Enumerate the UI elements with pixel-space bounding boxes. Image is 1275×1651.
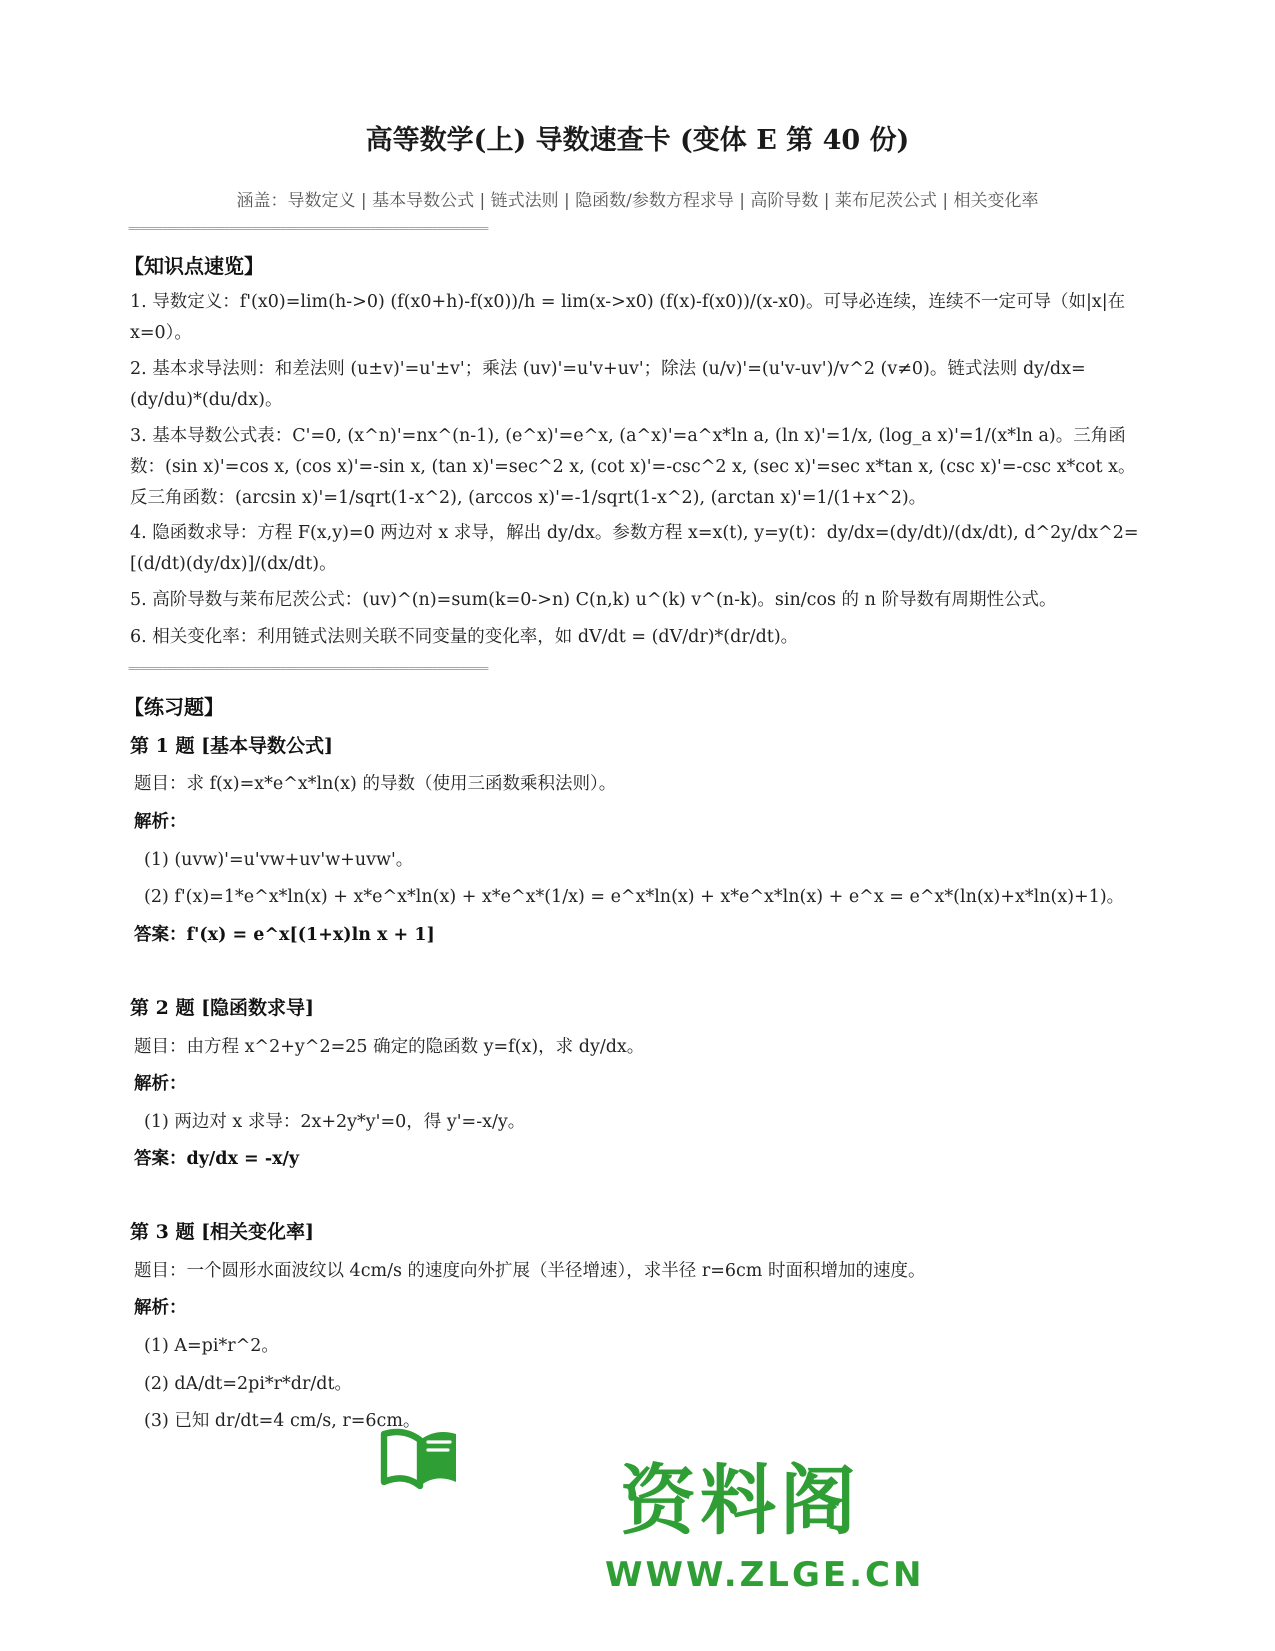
watermark-name: 资料阁 — [620, 1456, 860, 1545]
answer-label: 答案： — [134, 925, 187, 945]
question-1-step-1: (1) (uvw)'=u'vw+uv'w+uvw'。 — [144, 850, 414, 870]
page-subtitle: 涵盖：导数定义 | 基本导数公式 | 链式法则 | 隐函数/参数方程求导 | 高阶导数 | 莱布尼茨公式 | 相关变化率 — [236, 191, 1039, 211]
knowledge-item-3: 3. 基本导数公式表：C'=0, (x^n)'=nx^(n-1), (e^x)'=e^x, (a^x)'=a^x*ln a, (ln x)'=1/x, (log_a x)'=1/(x*ln a)。三角函数：(sin x)'=cos x, (cos x)'=-sin x, (tan x)'=sec^2 x, (cot x)'=-csc^2 x, (sec x)'=sec x*tan x, (csc x)'=-csc x*cot x。反三角函数：(arcsin x)'=1/sqrt(1-x^2), (arccos x)'=-1/sqrt(1-x^2), (arctan x)'=1/(1+x^2)。 — [130, 426, 1136, 508]
question-1-step-2: (2) f'(x)=1*e^x*ln(x) + x*e^x*ln(x) + x*e^x*(1/x) = e^x*ln(x) + x*e^x*ln(x) + e^x = e^x*(ln(x)+x*ln(x)+1)。 — [144, 887, 1125, 907]
problem-text: 求 f(x)=x*e^x*ln(x) 的导数（使用三函数乘积法则）。 — [186, 774, 617, 794]
answer-label: 答案： — [134, 1149, 187, 1169]
knowledge-item-6: 6. 相关变化率：利用链式法则关联不同变量的变化率，如 dV/dt = (dV/dr)*(dr/dt)。 — [130, 627, 799, 647]
page-title: 高等数学(上) 导数速查卡 (变体 E 第 40 份) — [365, 125, 910, 156]
problem-text: 一个圆形水面波纹以 4cm/s 的速度向外扩展（半径增速），求半径 r=6cm 时面积增加的速度。 — [186, 1261, 926, 1281]
question-2-problem — [134, 1033, 644, 1058]
question-3-step-2: (2) dA/dt=2pi*r*dr/dt。 — [144, 1374, 352, 1394]
practice-heading: 【练习题】 — [124, 695, 224, 719]
separator-line: ================================================================ — [128, 662, 488, 675]
question-1-problem — [134, 770, 616, 795]
analysis-label: 解析： — [134, 1074, 187, 1094]
knowledge-item-4: 4. 隐函数求导：方程 F(x,y)=0 两边对 x 求导，解出 dy/dx。参数方程 x=x(t), y=y(t)：dy/dx=(dy/dt)/(dx/dt), d^2y/dx^2=[(d/dt)(dy/dx)]/(dx/dt)。 — [130, 523, 1139, 574]
knowledge-item-2: 2. 基本求导法则：和差法则 (u±v)'=u'±v'；乘法 (uv)'=u'v+uv'；除法 (u/v)'=(u'v-uv')/v^2 (v≠0)。链式法则 dy/dx=(dy/du)*(du/dx)。 — [130, 359, 1086, 410]
analysis-label: 解析： — [134, 812, 187, 832]
question-3-step-3: (3) 已知 dr/dt=4 cm/s, r=6cm。 — [144, 1411, 421, 1431]
answer-text: dy/dx = -x/y — [186, 1149, 300, 1169]
question-3-problem — [134, 1257, 925, 1282]
question-3-step-1: (1) A=pi*r^2。 — [144, 1336, 279, 1356]
problem-label: 题目： — [134, 1037, 187, 1057]
analysis-label: 解析： — [134, 1298, 187, 1318]
question-2-heading: 第 2 题 [隐函数求导] — [130, 997, 315, 1019]
question-2-step-1: (1) 两边对 x 求导：2x+2y*y'=0，得 y'=-x/y。 — [144, 1112, 526, 1132]
answer-text: f'(x) = e^x[(1+x)ln x + 1] — [186, 925, 435, 945]
question-1-heading: 第 1 题 [基本导数公式] — [130, 735, 334, 757]
question-3-heading: 第 3 题 [相关变化率] — [130, 1221, 315, 1243]
knowledge-item-5: 5. 高阶导数与莱布尼茨公式：(uv)^(n)=sum(k=0->n) C(n,k) u^(k) v^(n-k)。sin/cos 的 n 阶导数有周期性公式。 — [130, 590, 1057, 610]
knowledge-heading: 【知识点速览】 — [124, 254, 264, 278]
problem-label: 题目： — [134, 1261, 187, 1281]
problem-text: 由方程 x^2+y^2=25 确定的隐函数 y=f(x)，求 dy/dx。 — [186, 1037, 645, 1057]
separator-line: ================================================================ — [128, 222, 488, 235]
knowledge-item-1: 1. 导数定义：f'(x0)=lim(h->0) (f(x0+h)-f(x0))/h = lim(x->x0) (f(x)-f(x0))/(x-x0)。可导必连续，连续不一定可导（如|x|在 x=0）。 — [130, 292, 1126, 343]
problem-label: 题目： — [134, 774, 187, 794]
book-logo-icon — [380, 1380, 580, 1540]
question-1-answer — [134, 921, 435, 946]
question-2-answer — [134, 1145, 299, 1170]
watermark-url: WWW.ZLGE.CN — [605, 1555, 925, 1595]
